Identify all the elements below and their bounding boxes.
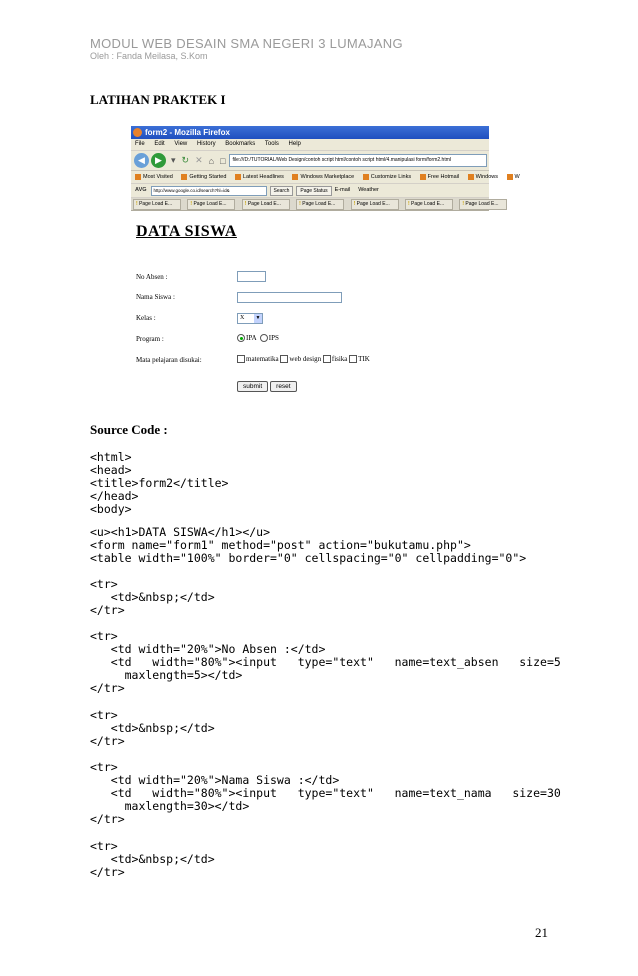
dropdown-icon[interactable]: ▾	[171, 155, 176, 165]
window-titlebar	[131, 126, 489, 139]
url-input[interactable]: file:///D:/TUTORIAL/Web Design/contoh script html/contoh script html/4.manipulasi form/form2.html	[229, 154, 488, 167]
bookmark-item[interactable]: Latest Headlines	[235, 174, 284, 180]
bookmark-item[interactable]: Customize Links	[363, 174, 411, 180]
menu-view[interactable]: View	[174, 141, 188, 147]
menu-edit[interactable]: Edit	[154, 141, 165, 147]
email-button[interactable]: E-mail	[334, 187, 351, 193]
label-kelas: Kelas :	[136, 314, 156, 322]
avg-search-input[interactable]: http://www.google.co.id/search?hl=id&	[151, 186, 267, 196]
bookmark-item[interactable]: W	[507, 174, 520, 180]
program-radio-group	[237, 334, 279, 342]
firefox-icon	[133, 128, 142, 137]
browser-screenshot	[131, 126, 520, 408]
no-absen-input[interactable]	[237, 271, 266, 282]
checkbox-fisika-label: fisika	[331, 355, 348, 363]
home-icon[interactable]: ⌂	[208, 155, 215, 166]
page-content	[131, 211, 489, 411]
tab-bar	[131, 198, 499, 211]
bookmark-item[interactable]: Free Hotmail	[420, 174, 459, 180]
checkbox-web-design-label: web design	[289, 355, 322, 363]
bookmarks-toolbar	[131, 171, 520, 184]
avg-toolbar	[131, 184, 489, 198]
label-no-absen: No Absen :	[136, 273, 168, 281]
back-icon[interactable]: ◀	[134, 153, 149, 168]
tab-item[interactable]: ! Page Load E...	[405, 199, 453, 210]
tab-item[interactable]: ! Page Load E...	[296, 199, 344, 210]
document-header-author: Oleh : Fanda Meilasa, S.Kom	[90, 51, 208, 61]
bookmark-item[interactable]: Most Visited	[135, 174, 173, 180]
code-block-row: <tr> <td>&nbsp;</td> </tr>	[90, 839, 215, 879]
avg-search-button[interactable]: Search	[270, 186, 294, 196]
radio-ipa[interactable]	[237, 334, 245, 342]
tab-item[interactable]: ! Page Load E...	[187, 199, 235, 210]
checkbox-web-design[interactable]	[280, 355, 288, 363]
code-block-row: <tr> <td>&nbsp;</td> </tr>	[90, 577, 215, 617]
kelas-selected-value: X	[240, 315, 245, 321]
radio-ips[interactable]	[260, 334, 268, 342]
checkbox-matematika[interactable]	[237, 355, 245, 363]
code-block-row: <tr> <td>&nbsp;</td> </tr>	[90, 708, 215, 748]
tab-item[interactable]: ! Page Load E...	[242, 199, 290, 210]
page-status-button[interactable]: Page Status	[296, 186, 331, 196]
stop-icon[interactable]: ✕	[195, 155, 203, 165]
menu-tools[interactable]: Tools	[264, 141, 279, 147]
menu-help[interactable]: Help	[288, 141, 301, 147]
kelas-select[interactable]	[237, 313, 263, 324]
window-title: form2 - Mozilla Firefox	[145, 128, 230, 137]
menu-bookmarks[interactable]: Bookmarks	[225, 141, 256, 147]
code-block-row: <tr> <td width="20%">No Absen :</td> <td width="80%"><input type="text" name=text_absen size=5 maxlength=5></td> </tr>	[90, 629, 561, 695]
code-block-head: <html> <head> <title>form2</title> </head> <body>	[90, 450, 229, 516]
page-heading: DATA SISWA	[136, 223, 237, 240]
bookmark-item[interactable]: Windows Marketplace	[292, 174, 354, 180]
forward-icon[interactable]: ▶	[151, 153, 166, 168]
checkbox-fisika[interactable]	[323, 355, 331, 363]
mapel-checkbox-group	[237, 355, 370, 363]
checkbox-tik[interactable]	[349, 355, 357, 363]
bookmark-item[interactable]: Getting Started	[181, 174, 226, 180]
label-program: Program :	[136, 335, 164, 343]
tab-item[interactable]: ! Page Load E...	[133, 199, 181, 210]
submit-button[interactable]: submit	[237, 381, 268, 392]
tab-item[interactable]: ! Page Load E...	[351, 199, 399, 210]
reset-button[interactable]: reset	[270, 381, 296, 392]
checkbox-tik-label: TIK	[358, 355, 370, 363]
label-nama-siswa: Nama Siswa :	[136, 293, 175, 301]
menu-history[interactable]: History	[196, 141, 216, 147]
code-block-form: <u><h1>DATA SISWA</h1></u> <form name="form1" method="post" action="bukutamu.php"> <table width="100%" border="0" cellspacing="0" cellpadding="0">	[90, 525, 527, 565]
label-mata-pelajaran: Mata pelajaran disukai:	[136, 356, 202, 364]
chevron-down-icon: ▼	[255, 316, 261, 321]
reload-icon[interactable]: ↻	[181, 155, 190, 165]
nama-siswa-input[interactable]	[237, 292, 342, 303]
checkbox-matematika-label: matematika	[246, 355, 279, 363]
tab-item[interactable]: ! Page Load E...	[459, 199, 507, 210]
menu-file[interactable]: File	[135, 141, 145, 147]
bookmark-item[interactable]: Windows	[468, 174, 498, 180]
page-icon: □	[220, 155, 226, 166]
section-title-source-code: Source Code :	[90, 422, 168, 437]
section-title-latihan: LATIHAN PRAKTEK I	[90, 92, 226, 107]
menu-bar	[131, 139, 489, 151]
code-block-row: <tr> <td width="20%">Nama Siswa :</td> <td width="80%"><input type="text" name=text_nama size=30 maxlength=30></td> </tr>	[90, 760, 561, 826]
document-header-title: MODUL WEB DESAIN SMA NEGERI 3 LUMAJANG	[90, 36, 403, 51]
form-buttons	[237, 375, 299, 393]
weather-button[interactable]: Weather	[358, 187, 379, 193]
page-number: 21	[535, 925, 548, 940]
radio-ipa-label: IPA	[246, 334, 257, 342]
avg-logo: AVG	[135, 187, 147, 193]
navigation-toolbar	[131, 151, 489, 171]
radio-ips-label: IPS	[268, 334, 279, 342]
